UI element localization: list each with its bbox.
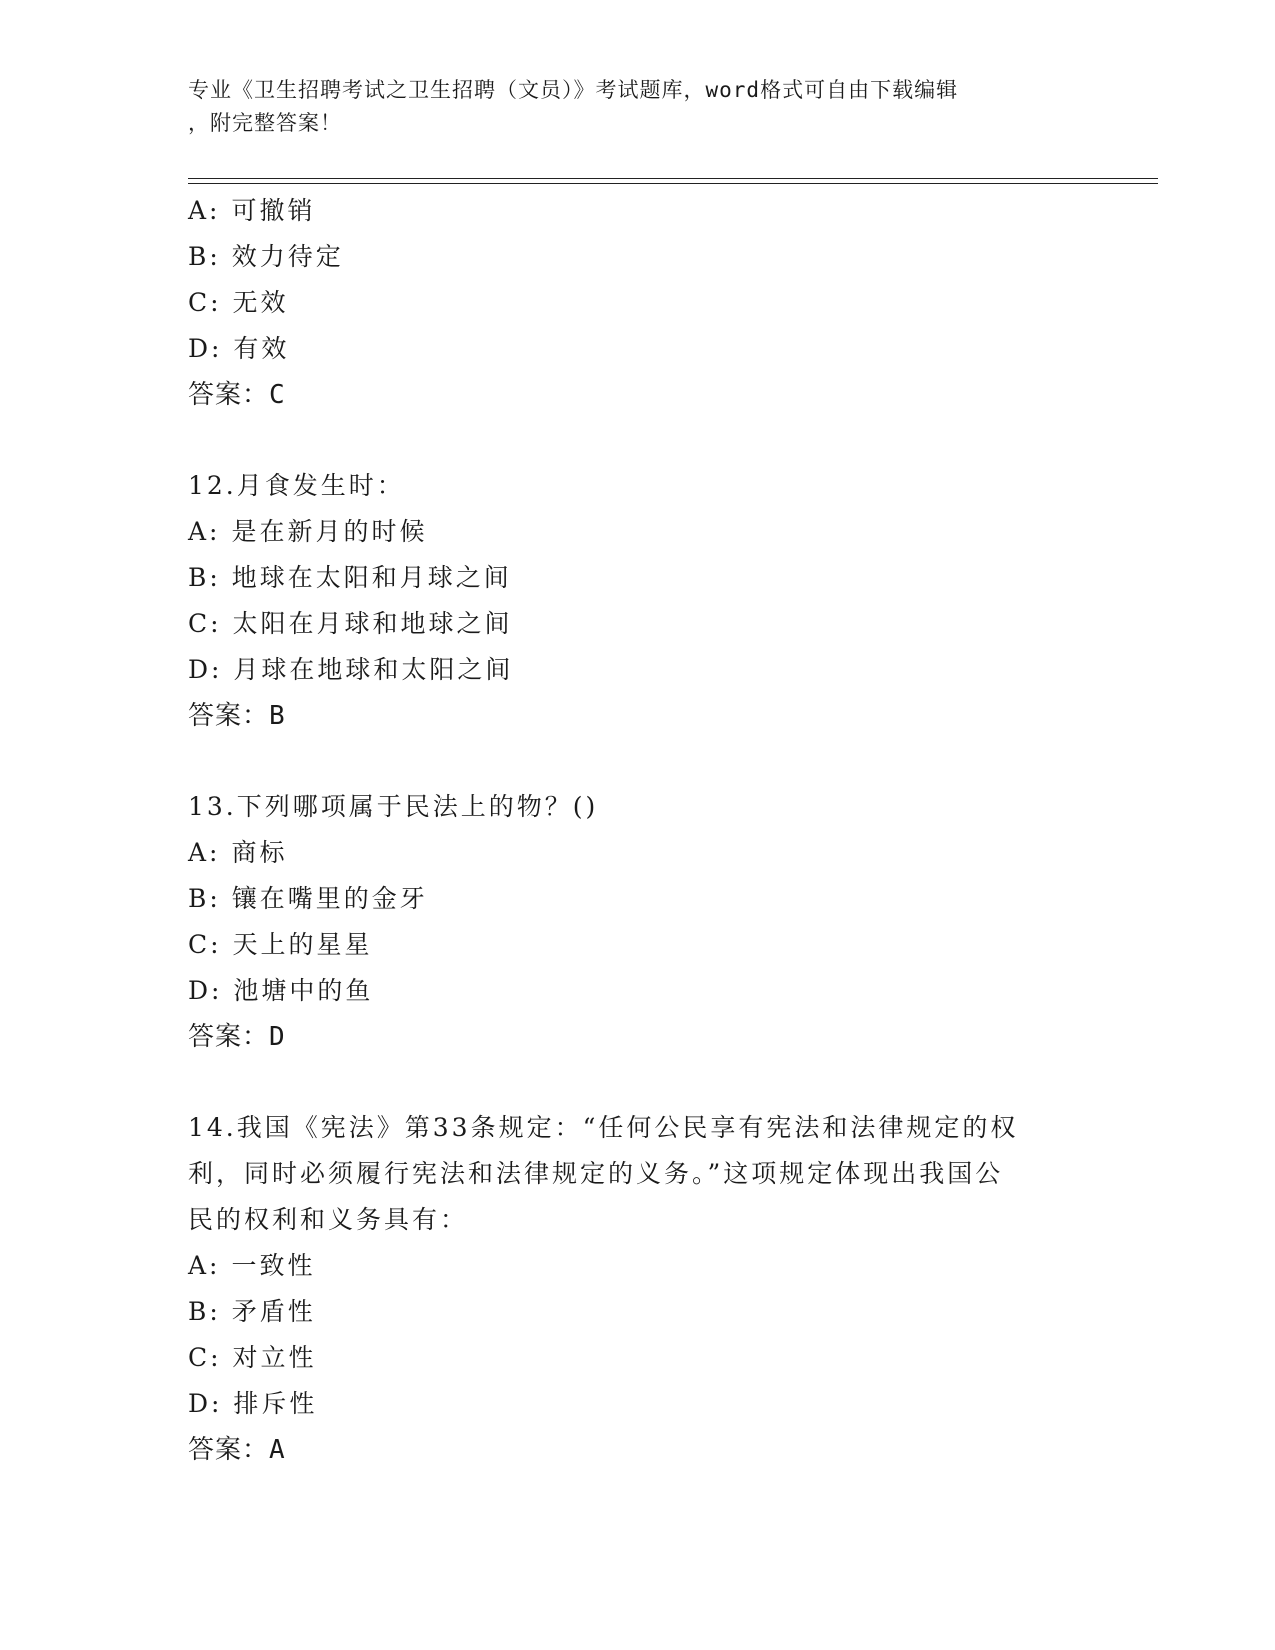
option-d: D: 池塘中的鱼 xyxy=(188,976,374,1005)
header-divider-top xyxy=(188,178,1158,179)
header-line-2: ，附完整答案！ xyxy=(188,111,342,135)
option-c: C: 太阳在月球和地球之间 xyxy=(188,609,513,638)
option-c: C: 天上的星星 xyxy=(188,930,373,959)
question-block-14 xyxy=(188,1105,1088,1473)
question-stem: 13.下列哪项属于民法上的物？() xyxy=(188,792,599,821)
question-stem-line-3: 民的权利和义务具有： xyxy=(188,1205,469,1234)
answer-line: 答案：C xyxy=(188,380,286,410)
option-b: B: 矛盾性 xyxy=(188,1297,316,1326)
question-stem-line-1: 14.我国《宪法》第33条规定：“任何公民享有宪法和法律规定的权 xyxy=(188,1113,1019,1142)
option-d: D: 月球在地球和太阳之间 xyxy=(188,655,514,684)
answer-line: 答案：A xyxy=(188,1435,286,1465)
answer-line: 答案：B xyxy=(188,701,286,731)
option-b: B: 镶在嘴里的金牙 xyxy=(188,884,428,913)
question-block-13 xyxy=(188,784,1088,1060)
question-block-11 xyxy=(188,188,1088,418)
option-b: B: 地球在太阳和月球之间 xyxy=(188,563,512,592)
document-header xyxy=(188,74,1088,140)
option-b: B: 效力待定 xyxy=(188,242,344,271)
question-list xyxy=(188,188,1088,1473)
header-line-1: 专业《卫生招聘考试之卫生招聘（文员）》考试题库，word格式可自由下载编辑 xyxy=(188,78,959,102)
option-a: A: 商标 xyxy=(188,838,288,867)
question-block-12 xyxy=(188,463,1088,739)
option-a: A: 可撤销 xyxy=(188,196,316,225)
option-a: A: 是在新月的时候 xyxy=(188,517,428,546)
option-d: D: 排斥性 xyxy=(188,1389,318,1418)
option-a: A: 一致性 xyxy=(188,1251,316,1280)
answer-line: 答案：D xyxy=(188,1022,286,1052)
question-stem-line-2: 利，同时必须履行宪法和法律规定的义务。”这项规定体现出我国公 xyxy=(188,1159,1004,1188)
question-stem: 12.月食发生时： xyxy=(188,471,405,500)
option-c: C: 无效 xyxy=(188,288,289,317)
option-d: D: 有效 xyxy=(188,334,290,363)
header-divider-bottom xyxy=(188,183,1158,184)
option-c: C: 对立性 xyxy=(188,1343,317,1372)
